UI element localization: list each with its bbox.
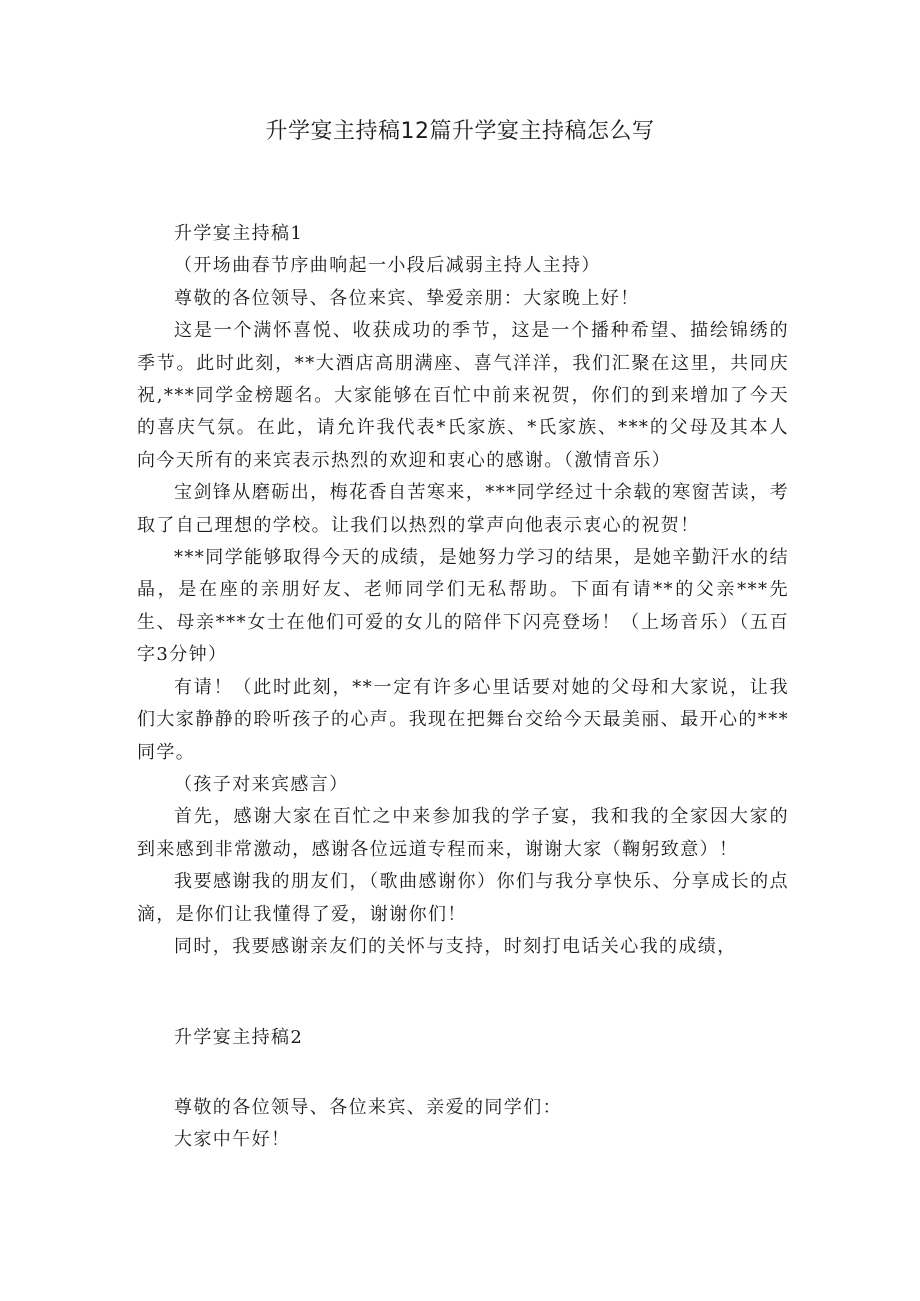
paragraph: 同时，我要感谢亲友们的关怀与支持，时刻打电话关心我的成绩， [174, 935, 737, 957]
section-2-heading: 升学宴主持稿2 [174, 1027, 304, 1048]
paragraph: 大家中午好！ [174, 1129, 291, 1151]
paragraph: （孩子对来宾感言） [174, 773, 349, 795]
section-2-heading-block [137, 1022, 789, 1054]
section-1 [137, 218, 789, 963]
paragraph: ***同学能够取得今天的成绩，是她努力学习的结果，是她辛勤汗水的结晶，是在座的亲朋好友、老师同学们无私帮助。下面有请**的父亲***先生、母亲***女士在他们可爱的女儿的陪伴下闪亮登场！（上场音乐）（五百字3分钟） [137, 547, 789, 666]
paragraph: （开场曲春节序曲响起一小段后减弱主持人主持） [174, 255, 601, 277]
section-1-heading: 升学宴主持稿1 [174, 223, 304, 244]
paragraph: 宝剑锋从磨砺出，梅花香自苦寒来，***同学经过十余载的寒窗苦读，考取了自己理想的学校。让我们以热烈的掌声向他表示衷心的祝贺！ [137, 482, 789, 536]
paragraph: 尊敬的各位领导、各位来宾、挚爱亲朋：大家晚上好！ [174, 287, 640, 309]
paragraph: 有请！（此时此刻，**一定有许多心里话要对她的父母和大家说，让我们大家静静的聆听孩子的心声。我现在把舞台交给今天最美丽、最开心的***同学。 [137, 676, 789, 763]
paragraph: 首先，感谢大家在百忙之中来参加我的学子宴，我和我的全家因大家的到来感到非常激动，感谢各位远道专程而来，谢谢大家（鞠躬致意）！ [137, 806, 789, 860]
document-title: 升学宴主持稿12篇升学宴主持稿怎么写 [265, 119, 655, 144]
section-2 [137, 1092, 789, 1157]
paragraph: 尊敬的各位领导、各位来宾、亲爱的同学们： [174, 1097, 562, 1118]
paragraph: 这是一个满怀喜悦、收获成功的季节，这是一个播种希望、描绘锦绣的季节。此时此刻，**大酒店高朋满座、喜气洋洋，我们汇聚在这里，共同庆祝,***同学金榜题名。大家能够在百忙中前来祝贺，你们的到来增加了今天的喜庆气氛。在此，请允许我代表*氏家族、*氏家族、***的父母及其本人向今天所有的来宾表示热烈的欢迎和衷心的感谢。（激情音乐） [137, 320, 789, 471]
paragraph: 我要感谢我的朋友们，（歌曲感谢你）你们与我分享快乐、分享成长的点滴，是你们让我懂得了爱，谢谢你们！ [137, 871, 789, 925]
